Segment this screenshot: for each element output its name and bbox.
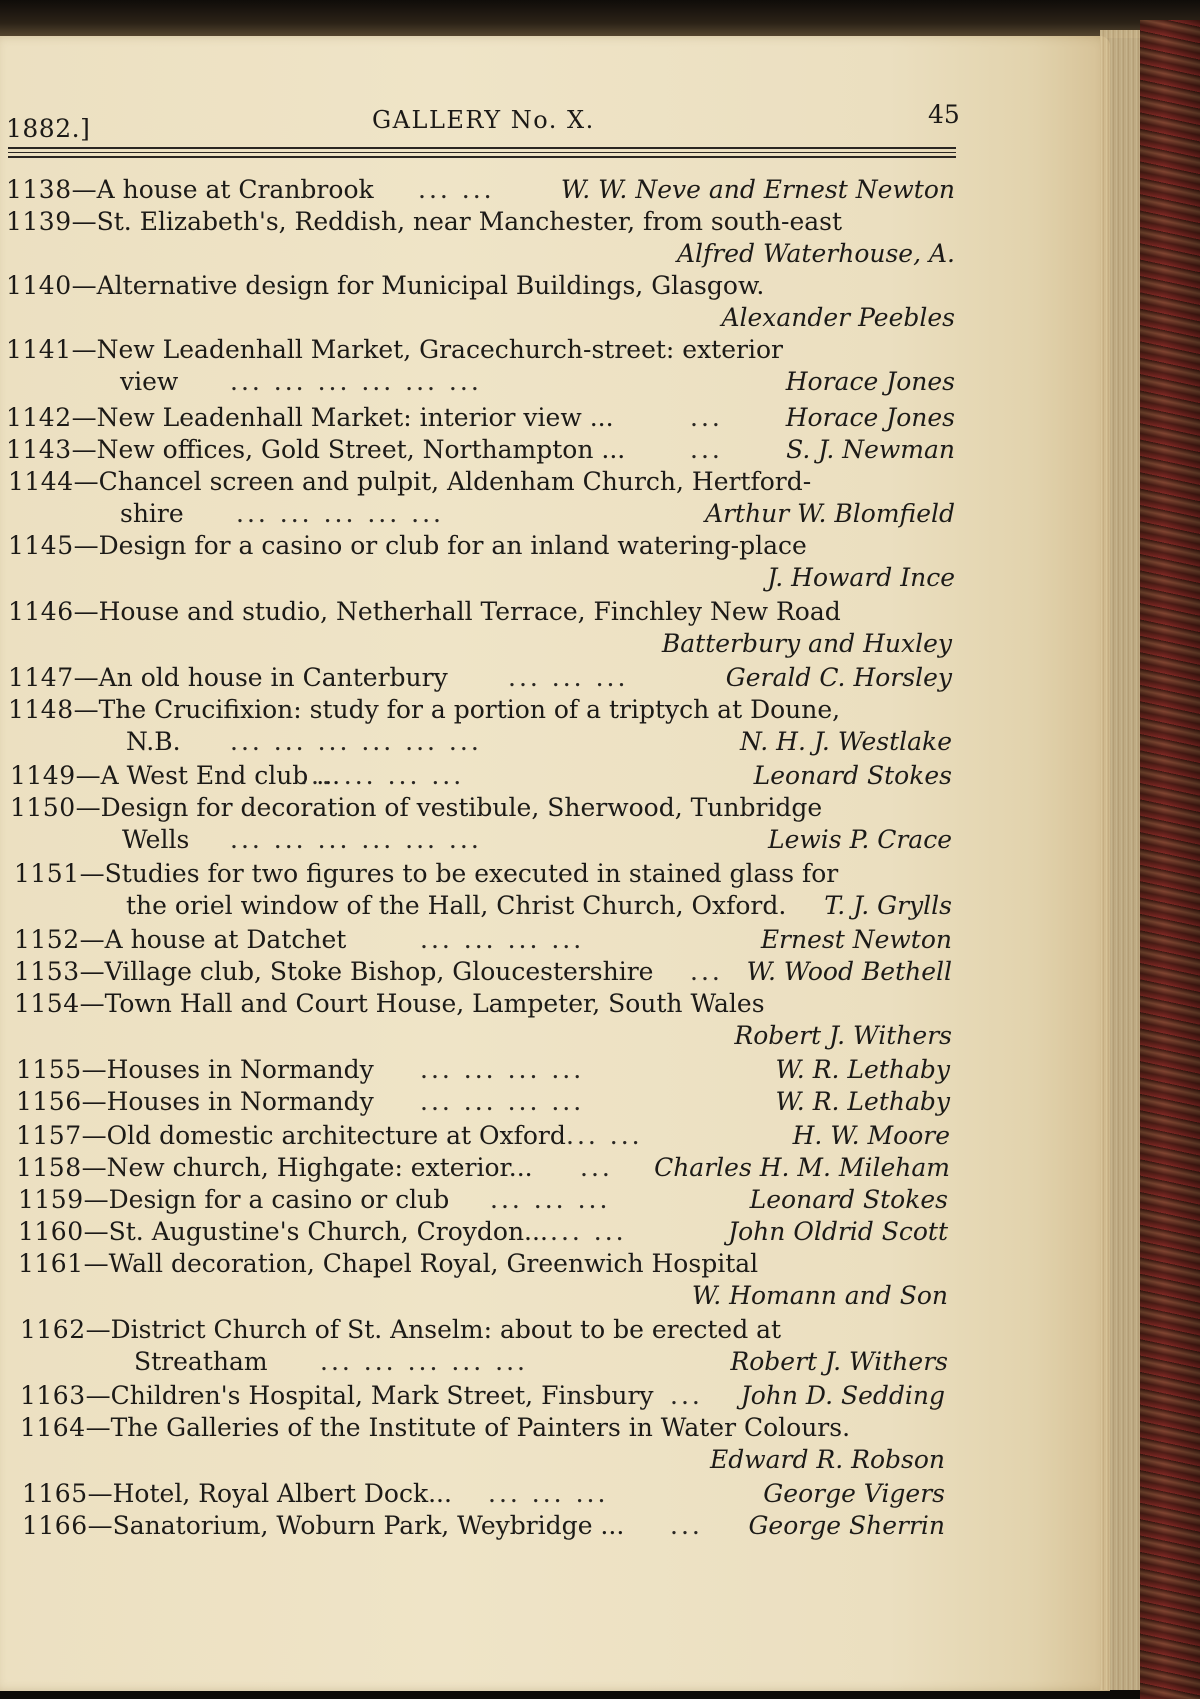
entry-first-line: [16, 1152, 950, 1184]
entry-number: 1154: [14, 989, 80, 1018]
catalogue-entry: [10, 792, 952, 856]
page-number: 45: [928, 100, 960, 129]
entry-title: —Hotel, Royal Albert Dock...: [87, 1479, 452, 1508]
catalogue-entry: [6, 174, 955, 206]
entry-title: —New Leadenhall Market, Gracechurch-street: exterior: [71, 335, 783, 364]
entry-number: 1158: [16, 1153, 82, 1182]
catalogue-entry: [22, 1510, 945, 1542]
entry-title: —The Galleries of the Institute of Painters in Water Colours.: [85, 1413, 851, 1442]
catalogue-entry: [18, 1184, 948, 1216]
entry-first-line: [8, 694, 952, 726]
entry-title: —A West End club ...: [75, 761, 341, 790]
leader-dots: ...: [690, 435, 723, 464]
entry-number: 1146: [8, 597, 74, 626]
header-title: GALLERY No. X.: [372, 106, 595, 134]
catalogue-entry: [8, 694, 952, 758]
entry-first-line: [16, 1054, 950, 1086]
leader-dots: ... ... ... ... ...: [236, 499, 444, 528]
entry-continuation: Wells: [122, 825, 190, 854]
entry-first-line: [18, 1216, 948, 1248]
entry-title: —New church, Highgate: exterior...: [81, 1153, 533, 1182]
entry-title: —Town Hall and Court House, Lampeter, South Wales: [79, 989, 765, 1018]
entry-architect: H. W. Moore: [792, 1121, 950, 1150]
entry-first-line: [20, 1314, 948, 1346]
entry-continuation: Streatham: [134, 1347, 268, 1376]
entry-first-line: [10, 760, 952, 792]
catalogue-entry: [22, 1478, 945, 1510]
entry-title: —House and studio, Netherhall Terrace, Finchley New Road: [73, 597, 841, 626]
entry-first-line: [14, 988, 952, 1020]
entry-title: —New Leadenhall Market: interior view ...: [71, 403, 614, 432]
catalogue-entry: [14, 858, 952, 922]
entry-second-line: [6, 302, 955, 334]
entry-title: —Design for decoration of vestibule, Sherwood, Tunbridge: [75, 793, 823, 822]
catalogue-entry: [6, 206, 955, 270]
entry-first-line: [6, 270, 955, 302]
entry-architect: Robert J. Withers: [734, 1021, 952, 1050]
entry-second-line: [20, 1444, 945, 1476]
entry-number: 1144: [8, 467, 74, 496]
entry-architect: W. W. Neve and Ernest Newton: [560, 175, 955, 204]
entry-second-line: [20, 1346, 948, 1378]
entry-title: —Sanatorium, Woburn Park, Weybridge ...: [87, 1511, 625, 1540]
entry-number: 1140: [6, 271, 72, 300]
entry-architect: Leonard Stokes: [753, 761, 952, 790]
entry-title: —Studies for two figures to be executed in stained glass for: [79, 859, 839, 888]
catalogue-entry: [6, 334, 955, 398]
entry-architect: W. R. Lethaby: [775, 1055, 950, 1084]
entry-number: 1141: [6, 335, 72, 364]
catalogue-entry: [6, 402, 955, 434]
leader-dots: ...: [690, 403, 723, 432]
catalogue-entry: [18, 1216, 948, 1248]
entry-second-line: [14, 1020, 952, 1052]
entry-architect: S. J. Newman: [786, 435, 955, 464]
entry-number: 1149: [10, 761, 76, 790]
entry-title: —Houses in Normandy: [81, 1055, 374, 1084]
entry-title: —Wall decoration, Chapel Royal, Greenwich Hospital: [83, 1249, 759, 1278]
catalogue-entry: [6, 434, 955, 466]
entry-second-line: [8, 628, 952, 660]
entry-first-line: [8, 596, 952, 628]
entry-number: 1151: [14, 859, 80, 888]
entry-title: —New offices, Gold Street, Northampton ...: [71, 435, 626, 464]
entry-continuation: view: [120, 367, 179, 396]
leader-dots: ... ... ... ...: [420, 1087, 585, 1116]
entry-architect: Batterbury and Huxley: [661, 629, 952, 658]
entry-first-line: [14, 956, 952, 988]
catalogue-entry: [8, 530, 955, 594]
entry-architect: W. R. Lethaby: [775, 1087, 950, 1116]
entry-number: 1150: [10, 793, 76, 822]
header-year: 1882.]: [6, 114, 91, 143]
entry-first-line: [8, 662, 952, 694]
entry-title: —Alternative design for Municipal Buildings, Glasgow.: [71, 271, 765, 300]
entry-continuation: shire: [120, 499, 184, 528]
entry-first-line: [6, 174, 955, 206]
marbled-binding: [1140, 20, 1200, 1699]
entry-architect: N. H. J. Westlake: [739, 727, 952, 756]
entry-title: —Village club, Stoke Bishop, Gloucestershire: [79, 957, 654, 986]
entry-architect: Alfred Waterhouse, A.: [677, 239, 955, 268]
entry-second-line: [6, 366, 955, 398]
catalogue-entry: [8, 596, 952, 660]
leader-dots: ...: [670, 1511, 703, 1540]
entry-continuation: N.B.: [126, 727, 181, 756]
entry-first-line: [14, 924, 952, 956]
leader-dots: ... ...: [418, 175, 495, 204]
entry-first-line: [18, 1248, 948, 1280]
catalogue-entry: [20, 1314, 948, 1378]
entry-first-line: [20, 1380, 945, 1412]
entry-title: —Design for a casino or club for an inland watering-place: [73, 531, 807, 560]
entry-title: —An old house in Canterbury: [73, 663, 448, 692]
leader-dots: ... ... ... ... ... ...: [230, 367, 482, 396]
entry-architect: W. Homann and Son: [691, 1281, 948, 1310]
leader-dots: ... ... ... ... ...: [320, 1347, 528, 1376]
entry-number: 1165: [22, 1479, 88, 1508]
catalogue-entry: [14, 988, 952, 1052]
entry-title: —Chancel screen and pulpit, Aldenham Church, Hertford-: [73, 467, 812, 496]
leader-dots: ... ... ... ...: [420, 925, 585, 954]
entry-number: 1160: [18, 1217, 84, 1246]
entry-title: —St. Elizabeth's, Reddish, near Manchester, from south-east: [71, 207, 843, 236]
catalogue-entry: [10, 760, 952, 792]
entry-second-line: [6, 238, 955, 270]
entry-second-line: [8, 562, 955, 594]
entry-first-line: [22, 1478, 945, 1510]
entry-number: 1155: [16, 1055, 82, 1084]
leader-dots: ... ...: [566, 1121, 643, 1150]
catalogue-entry: [6, 270, 955, 334]
entry-architect: George Sherrin: [748, 1511, 945, 1540]
entry-number: 1153: [14, 957, 80, 986]
entry-number: 1143: [6, 435, 72, 464]
entry-architect: Leonard Stokes: [749, 1185, 948, 1214]
entry-architect: Arthur W. Blomfield: [705, 499, 955, 528]
entry-second-line: [14, 890, 952, 922]
leader-dots: ... ... ...: [488, 1479, 609, 1508]
entry-number: 1156: [16, 1087, 82, 1116]
entry-title: —Design for a casino or club: [83, 1185, 450, 1214]
entry-architect: John D. Sedding: [740, 1381, 945, 1410]
entry-architect: John Oldrid Scott: [728, 1217, 948, 1246]
entry-first-line: [18, 1184, 948, 1216]
catalogue-entry: [16, 1152, 950, 1184]
entry-first-line: [10, 792, 952, 824]
entry-second-line: [18, 1280, 948, 1312]
entry-architect: W. Wood Bethell: [746, 957, 952, 986]
entry-number: 1152: [14, 925, 80, 954]
entry-continuation: the oriel window of the Hall, Christ Church, Oxford.: [126, 891, 787, 920]
entry-architect: Ernest Newton: [760, 925, 952, 954]
leader-dots: ... ... ... ... ... ...: [230, 727, 482, 756]
leader-dots: ... ...: [550, 1217, 627, 1246]
entry-title: —A house at Datchet: [79, 925, 347, 954]
catalogue-entry: [20, 1380, 945, 1412]
leader-dots: ...: [690, 957, 723, 986]
entry-first-line: [8, 530, 955, 562]
entry-architect: Lewis P. Crace: [768, 825, 952, 854]
leader-dots: ... ... ... ...: [300, 761, 465, 790]
entry-first-line: [22, 1510, 945, 1542]
entry-number: 1148: [8, 695, 74, 724]
entry-number: 1138: [6, 175, 72, 204]
entry-architect: Edward R. Robson: [709, 1445, 945, 1474]
entry-number: 1145: [8, 531, 74, 560]
entry-architect: George Vigers: [763, 1479, 945, 1508]
entry-title: —Children's Hospital, Mark Street, Finsbury: [85, 1381, 654, 1410]
entry-second-line: [8, 498, 955, 530]
entry-architect: Horace Jones: [785, 367, 955, 396]
catalogue-entry: [16, 1120, 950, 1152]
entry-number: 1142: [6, 403, 72, 432]
leader-dots: ... ... ...: [490, 1185, 611, 1214]
entry-architect: Charles H. M. Mileham: [654, 1153, 950, 1182]
entry-architect: Alexander Peebles: [721, 303, 955, 332]
entry-first-line: [6, 434, 955, 466]
entry-number: 1162: [20, 1315, 86, 1344]
leader-dots: ... ... ... ...: [420, 1055, 585, 1084]
entry-first-line: [16, 1086, 950, 1118]
entry-title: —The Crucifixion: study for a portion of a triptych at Doune,: [73, 695, 841, 724]
entry-title: —Houses in Normandy: [81, 1087, 374, 1116]
leader-dots: ...: [670, 1381, 703, 1410]
entry-first-line: [6, 402, 955, 434]
entry-first-line: [6, 206, 955, 238]
catalogue-entry: [8, 466, 955, 530]
entry-first-line: [8, 466, 955, 498]
leader-dots: ... ... ...: [508, 663, 629, 692]
entry-number: 1163: [20, 1381, 86, 1410]
entry-title: —St. Augustine's Church, Croydon...: [83, 1217, 548, 1246]
entry-second-line: [8, 726, 952, 758]
catalogue-entry: [18, 1248, 948, 1312]
entry-number: 1161: [18, 1249, 84, 1278]
catalogue-entry: [16, 1086, 950, 1118]
entry-architect: Gerald C. Horsley: [725, 663, 952, 692]
catalogue-entry: [14, 956, 952, 988]
leader-dots: ... ... ... ... ... ...: [230, 825, 482, 854]
entry-number: 1159: [18, 1185, 84, 1214]
entry-title: —A house at Cranbrook: [71, 175, 374, 204]
catalogue-entry: [8, 662, 952, 694]
entry-first-line: [6, 334, 955, 366]
entry-second-line: [10, 824, 952, 856]
entry-first-line: [14, 858, 952, 890]
entry-title: —Old domestic architecture at Oxford: [81, 1121, 566, 1150]
entry-title: —District Church of St. Anselm: about to be erected at: [85, 1315, 782, 1344]
entry-number: 1164: [20, 1413, 86, 1442]
entry-number: 1147: [8, 663, 74, 692]
catalogue-entry: [20, 1412, 945, 1476]
entry-architect: Robert J. Withers: [730, 1347, 948, 1376]
catalogue-entry: [16, 1054, 950, 1086]
entry-first-line: [20, 1412, 945, 1444]
entry-number: 1139: [6, 207, 72, 236]
entry-number: 1166: [22, 1511, 88, 1540]
entry-architect: J. Howard Ince: [767, 563, 955, 592]
entry-number: 1157: [16, 1121, 82, 1150]
entry-architect: T. J. Grylls: [824, 891, 952, 920]
entry-architect: Horace Jones: [785, 403, 955, 432]
catalogue-entry: [14, 924, 952, 956]
leader-dots: ...: [580, 1153, 613, 1182]
entry-first-line: [16, 1120, 950, 1152]
